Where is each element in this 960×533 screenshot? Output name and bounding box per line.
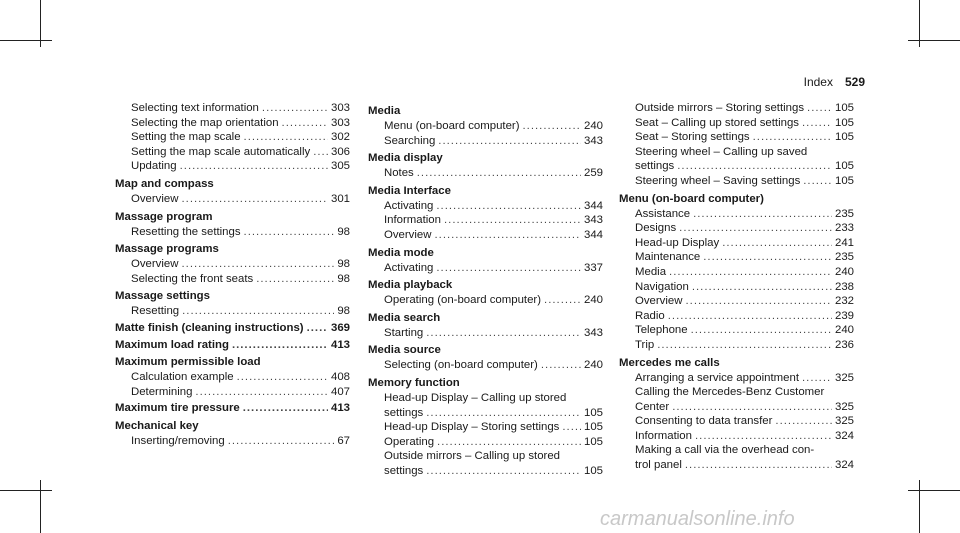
- entry-page-number: 259: [583, 167, 603, 180]
- entry-page-number: 238: [834, 280, 854, 293]
- entry-label: settings: [635, 160, 675, 173]
- index-entry[interactable]: [368, 228, 603, 243]
- entry-label: Selecting (on-board computer): [384, 359, 538, 372]
- entry-page-number: 98: [337, 272, 350, 285]
- index-entry[interactable]: [368, 435, 603, 450]
- entry-page-number: 105: [834, 102, 854, 114]
- index-entry[interactable]: [619, 265, 854, 280]
- index-heading-entry[interactable]: [115, 338, 350, 353]
- page-number: 529: [844, 75, 865, 89]
- index-entry[interactable]: [619, 309, 854, 324]
- leader-dots: [544, 293, 581, 308]
- index-entry-text: Making a call via the overhead con-: [635, 444, 815, 457]
- index-entry[interactable]: [115, 130, 350, 145]
- entry-page-number: 343: [583, 134, 603, 147]
- index-entry[interactable]: [115, 434, 350, 449]
- entry-label: Selecting text information: [131, 102, 259, 114]
- index-heading: Map and compass: [115, 177, 214, 190]
- index-entry[interactable]: [115, 101, 350, 116]
- index-heading: Mercedes me calls: [619, 356, 720, 369]
- entry-page-number: 235: [834, 207, 854, 220]
- index-entry[interactable]: [368, 119, 603, 134]
- entry-page-number: 240: [583, 120, 603, 132]
- entry-label: Designs: [635, 222, 677, 235]
- entry-label: Media: [635, 265, 667, 278]
- index-column-3: [619, 101, 854, 473]
- index-heading: Media: [368, 105, 401, 117]
- leader-dots: [228, 434, 335, 449]
- entry-label: Resetting: [131, 305, 180, 318]
- entry-label: Starting: [384, 326, 424, 339]
- leader-dots: [679, 221, 832, 236]
- leader-dots: [237, 370, 328, 385]
- leader-dots: [417, 166, 581, 181]
- entry-page-number: 105: [834, 116, 854, 129]
- leader-dots: [803, 174, 832, 189]
- entry-label: Consenting to data transfer: [635, 415, 773, 428]
- index-entry[interactable]: [368, 213, 603, 228]
- entry-page-number: 233: [834, 222, 854, 235]
- index-entry[interactable]: [619, 458, 854, 473]
- leader-dots: [426, 406, 581, 421]
- entry-page-number: 302: [330, 131, 350, 144]
- entry-page-number: 240: [583, 359, 603, 372]
- index-entry[interactable]: [619, 400, 854, 415]
- index-entry[interactable]: [619, 429, 854, 444]
- entry-page-number: 105: [834, 160, 854, 173]
- leader-dots: [562, 420, 581, 435]
- entry-label: Overview: [131, 192, 179, 205]
- entry-label: Calculation example: [131, 371, 234, 384]
- index-entry[interactable]: [115, 145, 350, 160]
- index-entry[interactable]: [619, 159, 854, 174]
- leader-dots: [523, 119, 581, 134]
- entry-label: Assistance: [635, 207, 691, 220]
- entry-label: Arranging a service appointment: [635, 371, 799, 384]
- leader-dots: [256, 272, 334, 287]
- entry-page-number: 235: [834, 251, 854, 264]
- leader-dots: [232, 338, 328, 353]
- entry-page-number: 301: [330, 192, 350, 205]
- entry-page-number: 324: [834, 429, 854, 442]
- entry-label: Steering wheel – Saving settings: [635, 174, 801, 187]
- entry-page-number: 303: [330, 116, 350, 129]
- entry-label: Menu (on-board computer): [384, 120, 520, 132]
- index-heading: Maximum permissible load: [115, 356, 261, 369]
- leader-dots: [695, 429, 832, 444]
- entry-label: Information: [384, 214, 441, 227]
- entry-label: Navigation: [635, 280, 689, 293]
- index-column-1: [115, 101, 350, 449]
- entry-label: Activating: [384, 261, 434, 274]
- entry-label: Operating: [384, 435, 435, 448]
- leader-dots: [181, 257, 334, 272]
- entry-page-number: 343: [583, 214, 603, 227]
- entry-page-number: 305: [330, 160, 350, 173]
- entry-label: Maintenance: [635, 251, 701, 264]
- entry-page-number: 324: [834, 459, 854, 472]
- index-entry[interactable]: [619, 174, 854, 189]
- leader-dots: [438, 134, 581, 149]
- entry-page-number: 337: [583, 261, 603, 274]
- index-entry-text: Head-up Display – Calling up stored: [384, 391, 567, 404]
- index-heading-entry[interactable]: [115, 401, 350, 416]
- index-heading: Massage program: [115, 210, 213, 223]
- entry-page-number: 344: [583, 199, 603, 212]
- leader-dots: [775, 414, 832, 429]
- leader-dots: [541, 358, 581, 373]
- entry-page-number: 325: [834, 415, 854, 428]
- leader-dots: [313, 145, 328, 160]
- entry-page-number: 240: [834, 324, 854, 337]
- index-entry[interactable]: [368, 358, 603, 373]
- entry-page-number: 241: [834, 236, 854, 249]
- index-entry[interactable]: [619, 101, 854, 116]
- entry-label: Activating: [384, 199, 434, 212]
- entry-label: settings: [384, 406, 424, 419]
- index-entry[interactable]: [619, 280, 854, 295]
- index-column-2: [368, 101, 603, 479]
- entry-label: Selecting the front seats: [131, 272, 254, 285]
- leader-dots: [426, 326, 581, 341]
- index-entry-text: Outside mirrors – Calling up stored: [384, 450, 560, 463]
- entry-label: Trip: [635, 338, 655, 351]
- entry-page-number: 369: [330, 321, 350, 334]
- index-entry[interactable]: [619, 130, 854, 145]
- entry-page-number: 105: [583, 406, 603, 419]
- entry-label: Outside mirrors – Storing settings: [635, 102, 805, 114]
- entry-label: Center: [635, 400, 670, 413]
- leader-dots: [436, 261, 581, 276]
- index-heading: Media Interface: [368, 184, 451, 197]
- index-entry[interactable]: [619, 207, 854, 222]
- header-title: Index: [803, 75, 833, 89]
- entry-page-number: 240: [834, 265, 854, 278]
- crop-mark: [0, 490, 52, 491]
- leader-dots: [722, 236, 832, 251]
- entry-page-number: 67: [337, 434, 350, 447]
- index-heading: Memory function: [368, 376, 460, 389]
- entry-label: Inserting/removing: [131, 434, 225, 447]
- index-entry[interactable]: [368, 293, 603, 308]
- index-entry[interactable]: [368, 134, 603, 149]
- entry-label: Information: [635, 429, 692, 442]
- leader-dots: [692, 280, 832, 295]
- leader-dots: [437, 435, 581, 450]
- entry-page-number: 105: [583, 435, 603, 448]
- leader-dots: [685, 458, 832, 473]
- entry-label: trol panel: [635, 459, 682, 472]
- leader-dots: [195, 385, 328, 400]
- entry-page-number: 105: [834, 174, 854, 187]
- entry-page-number: 105: [834, 131, 854, 144]
- index-entry-text: Steering wheel – Calling up saved: [635, 145, 808, 158]
- entry-label: Radio: [635, 309, 665, 322]
- entry-page-number: 98: [337, 225, 350, 238]
- index-entry[interactable]: [619, 294, 854, 309]
- entry-label: Setting the map scale automatically: [131, 145, 311, 158]
- leader-dots: [262, 101, 328, 116]
- index-heading: Media search: [368, 311, 441, 324]
- entry-page-number: 343: [583, 326, 603, 339]
- index-heading: Massage programs: [115, 243, 219, 256]
- leader-dots: [802, 116, 832, 131]
- entry-page-number: 105: [583, 464, 603, 477]
- index-heading: Mechanical key: [115, 419, 199, 432]
- entry-page-number: 325: [834, 371, 854, 384]
- index-entry[interactable]: [115, 116, 350, 131]
- leader-dots: [244, 225, 335, 240]
- index-heading-entry[interactable]: [115, 321, 350, 336]
- index-entry[interactable]: [619, 414, 854, 429]
- entry-label: settings: [384, 464, 424, 477]
- index-entry[interactable]: [368, 199, 603, 214]
- entry-label: Setting the map scale: [131, 131, 241, 144]
- crop-mark: [908, 490, 960, 491]
- index-entry-text: Calling the Mercedes-Benz Customer: [635, 386, 825, 399]
- entry-page-number: 236: [834, 338, 854, 351]
- leader-dots: [691, 323, 832, 338]
- leader-dots: [243, 401, 328, 416]
- entry-page-number: 344: [583, 228, 603, 241]
- entry-page-number: 240: [583, 294, 603, 307]
- entry-label: Resetting the settings: [131, 225, 241, 238]
- entry-label: Head-up Display – Storing settings: [384, 421, 560, 434]
- index-entry[interactable]: [115, 304, 350, 319]
- index-entry[interactable]: [619, 338, 854, 353]
- entry-label: Overview: [635, 295, 683, 308]
- index-entry[interactable]: [619, 236, 854, 251]
- leader-dots: [307, 321, 328, 336]
- entry-page-number: 407: [330, 385, 350, 398]
- leader-dots: [703, 250, 832, 265]
- entry-page-number: 325: [834, 400, 854, 413]
- leader-dots: [668, 309, 832, 324]
- leader-dots: [807, 101, 832, 116]
- index-entry[interactable]: [619, 371, 854, 386]
- leader-dots: [282, 116, 328, 131]
- leader-dots: [244, 130, 328, 145]
- entry-label: Maximum load rating: [115, 338, 229, 351]
- leader-dots: [753, 130, 832, 145]
- index-entry[interactable]: [368, 326, 603, 341]
- index-entry[interactable]: [619, 116, 854, 131]
- index-heading: Media playback: [368, 279, 453, 292]
- entry-label: Matte finish (cleaning instructions): [115, 321, 304, 334]
- index-entry[interactable]: [619, 250, 854, 265]
- leader-dots: [802, 371, 832, 386]
- leader-dots: [426, 464, 581, 479]
- watermark: carmanualsonline.info: [600, 508, 795, 530]
- entry-page-number: 413: [330, 338, 350, 351]
- page-header: [804, 75, 865, 89]
- index-entry[interactable]: [115, 385, 350, 400]
- index-entry[interactable]: [368, 464, 603, 479]
- entry-label: Head-up Display: [635, 236, 720, 249]
- entry-page-number: 98: [337, 305, 350, 318]
- index-entry[interactable]: [115, 159, 350, 174]
- index-entry[interactable]: [368, 166, 603, 181]
- index-entry[interactable]: [368, 261, 603, 276]
- index-entry[interactable]: [115, 257, 350, 272]
- crop-mark: [908, 40, 960, 41]
- entry-label: Telephone: [635, 324, 688, 337]
- leader-dots: [677, 159, 832, 174]
- index-heading: Media mode: [368, 246, 434, 259]
- entry-label: Selecting the map orientation: [131, 116, 279, 129]
- leader-dots: [181, 192, 328, 207]
- leader-dots: [669, 265, 832, 280]
- leader-dots: [182, 304, 334, 319]
- entry-page-number: 408: [330, 371, 350, 384]
- entry-label: Overview: [131, 258, 179, 271]
- entry-label: Maximum tire pressure: [115, 402, 240, 415]
- leader-dots: [672, 400, 832, 415]
- index-entry[interactable]: [619, 323, 854, 338]
- index-entry[interactable]: [368, 406, 603, 421]
- index-heading: Media source: [368, 344, 441, 357]
- entry-page-number: 306: [330, 145, 350, 158]
- index-entry[interactable]: [619, 221, 854, 236]
- entry-label: Seat – Calling up stored settings: [635, 116, 799, 129]
- entry-label: Searching: [384, 134, 436, 147]
- index-entry[interactable]: [115, 370, 350, 385]
- index-heading: Menu (on-board computer): [619, 192, 764, 205]
- entry-page-number: 303: [330, 102, 350, 114]
- index-entry[interactable]: [368, 420, 603, 435]
- entry-label: Operating (on-board computer): [384, 294, 542, 307]
- leader-dots: [657, 338, 832, 353]
- leader-dots: [436, 199, 581, 214]
- crop-mark: [40, 480, 41, 533]
- crop-mark: [0, 40, 52, 41]
- entry-page-number: 98: [337, 258, 350, 271]
- leader-dots: [693, 207, 832, 222]
- entry-page-number: 232: [834, 295, 854, 308]
- entry-label: Overview: [384, 228, 432, 241]
- entry-page-number: 239: [834, 309, 854, 322]
- index-heading: Media display: [368, 152, 443, 165]
- index-entry[interactable]: [115, 272, 350, 287]
- leader-dots: [180, 159, 328, 174]
- entry-label: Determining: [131, 385, 193, 398]
- entry-label: Notes: [384, 167, 414, 180]
- leader-dots: [444, 213, 581, 228]
- crop-mark: [919, 480, 920, 533]
- entry-page-number: 105: [583, 421, 603, 434]
- entry-page-number: 413: [330, 402, 350, 415]
- index-entry[interactable]: [115, 192, 350, 207]
- index-entry[interactable]: [115, 225, 350, 240]
- index-heading: Massage settings: [115, 290, 210, 303]
- entry-label: Seat – Storing settings: [635, 131, 750, 144]
- entry-label: Updating: [131, 160, 177, 173]
- leader-dots: [685, 294, 832, 309]
- leader-dots: [434, 228, 581, 243]
